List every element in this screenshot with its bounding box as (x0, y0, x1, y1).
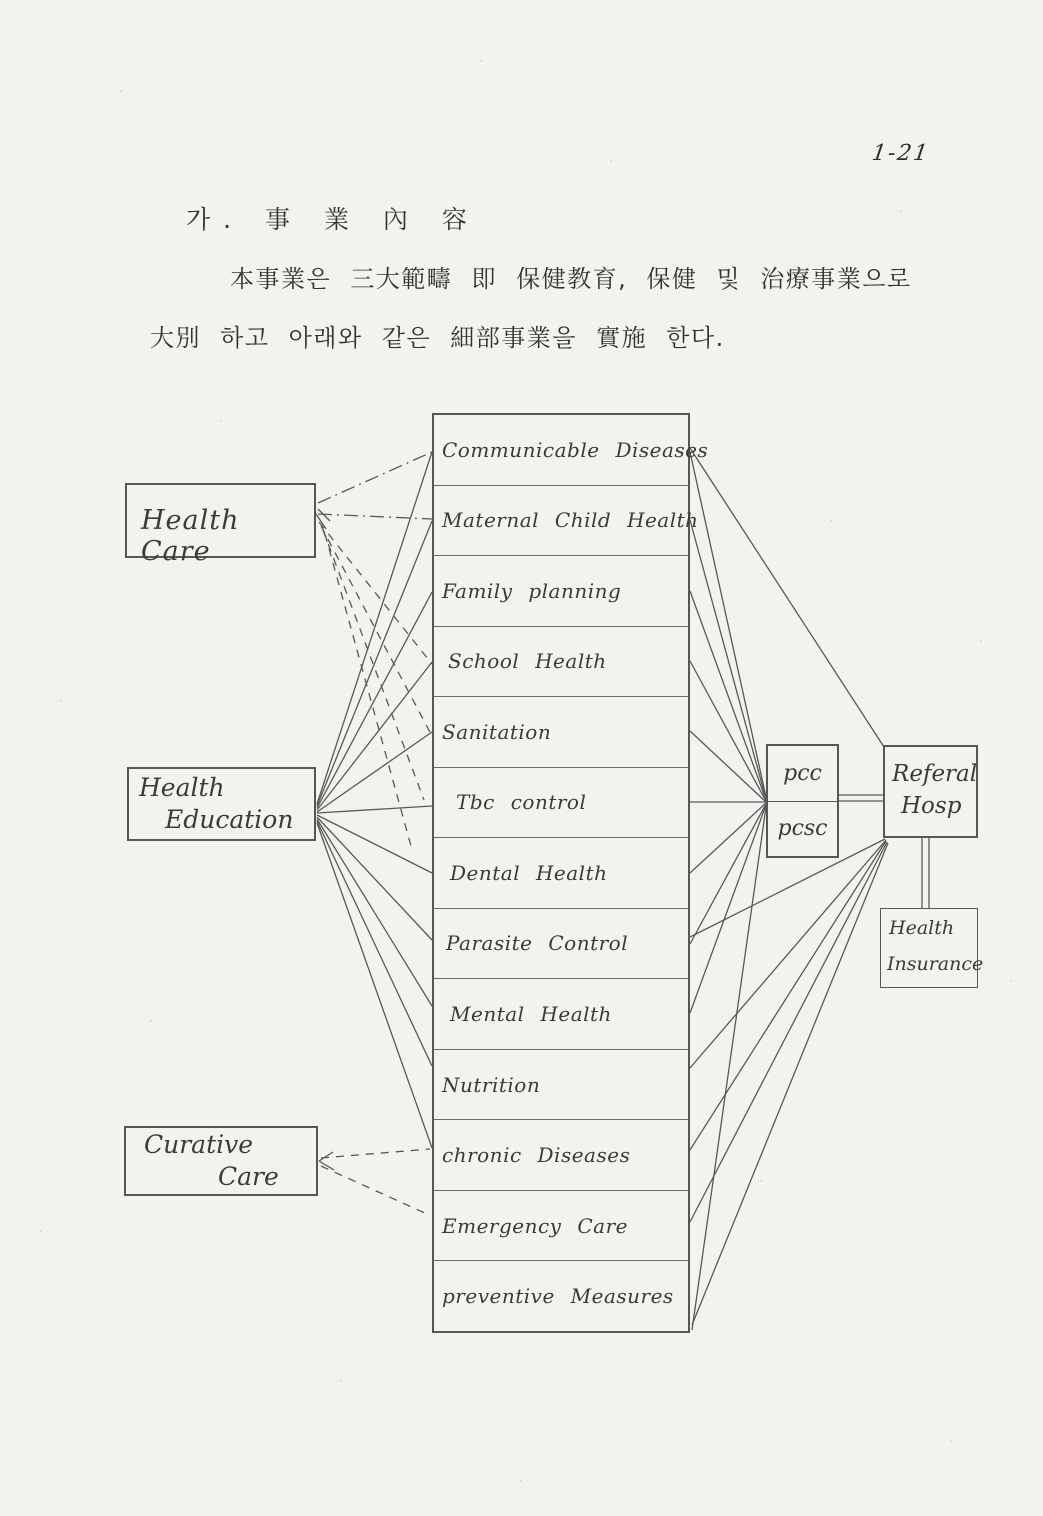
connection-line (317, 817, 432, 940)
curative-care-box (124, 1126, 318, 1196)
connection-line (317, 662, 432, 810)
curative-care-label-line2: Care (218, 1162, 279, 1191)
health-education-label-line1: Health (139, 773, 225, 802)
connection-line (317, 732, 432, 812)
referral-hospital-label-line2: Hosp (901, 793, 962, 819)
connection-line (318, 514, 432, 519)
program-label: Sanitation (442, 719, 552, 744)
program-label: Parasite Control (446, 931, 629, 956)
connection-line (321, 1166, 427, 1214)
pcc-label: pcc (783, 760, 822, 786)
pcc-pcsc-box (766, 744, 839, 858)
program-list (432, 413, 709, 1333)
health-care-box (125, 483, 316, 567)
program-label: Dental Health (450, 860, 608, 885)
connection-line (325, 534, 411, 846)
body-text-line-2: 大別 하고 아래와 같은 細部事業을 實施 한다. (150, 324, 725, 352)
connection-line (317, 815, 432, 873)
curative-care-label-line1: Curative (144, 1130, 254, 1159)
connection-line (692, 807, 766, 1330)
connection-line (321, 526, 432, 736)
referral-hospital-box (883, 745, 978, 838)
connection-line (690, 731, 766, 802)
program-label: Maternal Child Health (442, 508, 699, 533)
program-row (434, 767, 688, 838)
program-label: Nutrition (442, 1072, 541, 1097)
connection-line (317, 819, 432, 1006)
program-label: Mental Health (450, 1002, 612, 1027)
health-care-label: Health Care (141, 505, 240, 567)
program-row (434, 1049, 688, 1120)
connection-line (317, 521, 432, 806)
connection-line (317, 806, 432, 813)
program-row (434, 837, 688, 908)
program-row (434, 908, 688, 979)
connection-line (317, 452, 432, 804)
program-row (434, 1260, 688, 1331)
program-row (434, 1119, 688, 1190)
pcsc-cell (768, 802, 837, 857)
program-row (434, 626, 688, 697)
program-row (434, 415, 709, 485)
program-label: School Health (448, 649, 607, 674)
section-heading: 가. 事 業 內 容 (186, 205, 480, 234)
program-row (434, 978, 688, 1049)
health-insurance-box (880, 908, 984, 988)
program-label: Emergency Care (442, 1213, 628, 1238)
connection-line (690, 804, 766, 944)
pcsc-label: pcsc (777, 816, 828, 842)
page-number: 1-21 (870, 141, 932, 166)
program-label: Tbc control (456, 790, 587, 815)
connection-line (690, 805, 766, 1013)
health-education-label-line2: Education (165, 805, 294, 834)
health-education-box (127, 767, 316, 841)
program-label: Family planning (442, 578, 622, 603)
connection-line (321, 1149, 430, 1158)
program-label: chronic Diseases (442, 1143, 631, 1168)
connection-line (318, 452, 432, 503)
connection-line (319, 522, 432, 664)
program-row (434, 696, 688, 767)
connection-line (319, 1152, 333, 1161)
connection-line (692, 843, 888, 1325)
program-label: Communicable Diseases (442, 437, 709, 462)
connection-line (317, 821, 432, 1066)
connection-line (690, 520, 766, 799)
connection-line (690, 661, 766, 801)
health-insurance-label-line1: Health (889, 917, 955, 939)
program-row (434, 555, 688, 626)
connection-line (690, 448, 884, 747)
health-insurance-label-line2: Insurance (887, 953, 984, 975)
body-text-line-1: 本事業은 三大範疇 即 保健教育, 保健 및 治療事業으로 (230, 265, 912, 293)
program-row (434, 1190, 688, 1261)
program-label: preventive Measures (442, 1284, 674, 1309)
program-row (434, 485, 699, 556)
connection-line (690, 452, 766, 797)
pcc-cell (768, 746, 837, 802)
connection-line (690, 842, 887, 1222)
connection-line (317, 823, 432, 1148)
referral-hospital-label-line1: Referal (892, 761, 978, 787)
